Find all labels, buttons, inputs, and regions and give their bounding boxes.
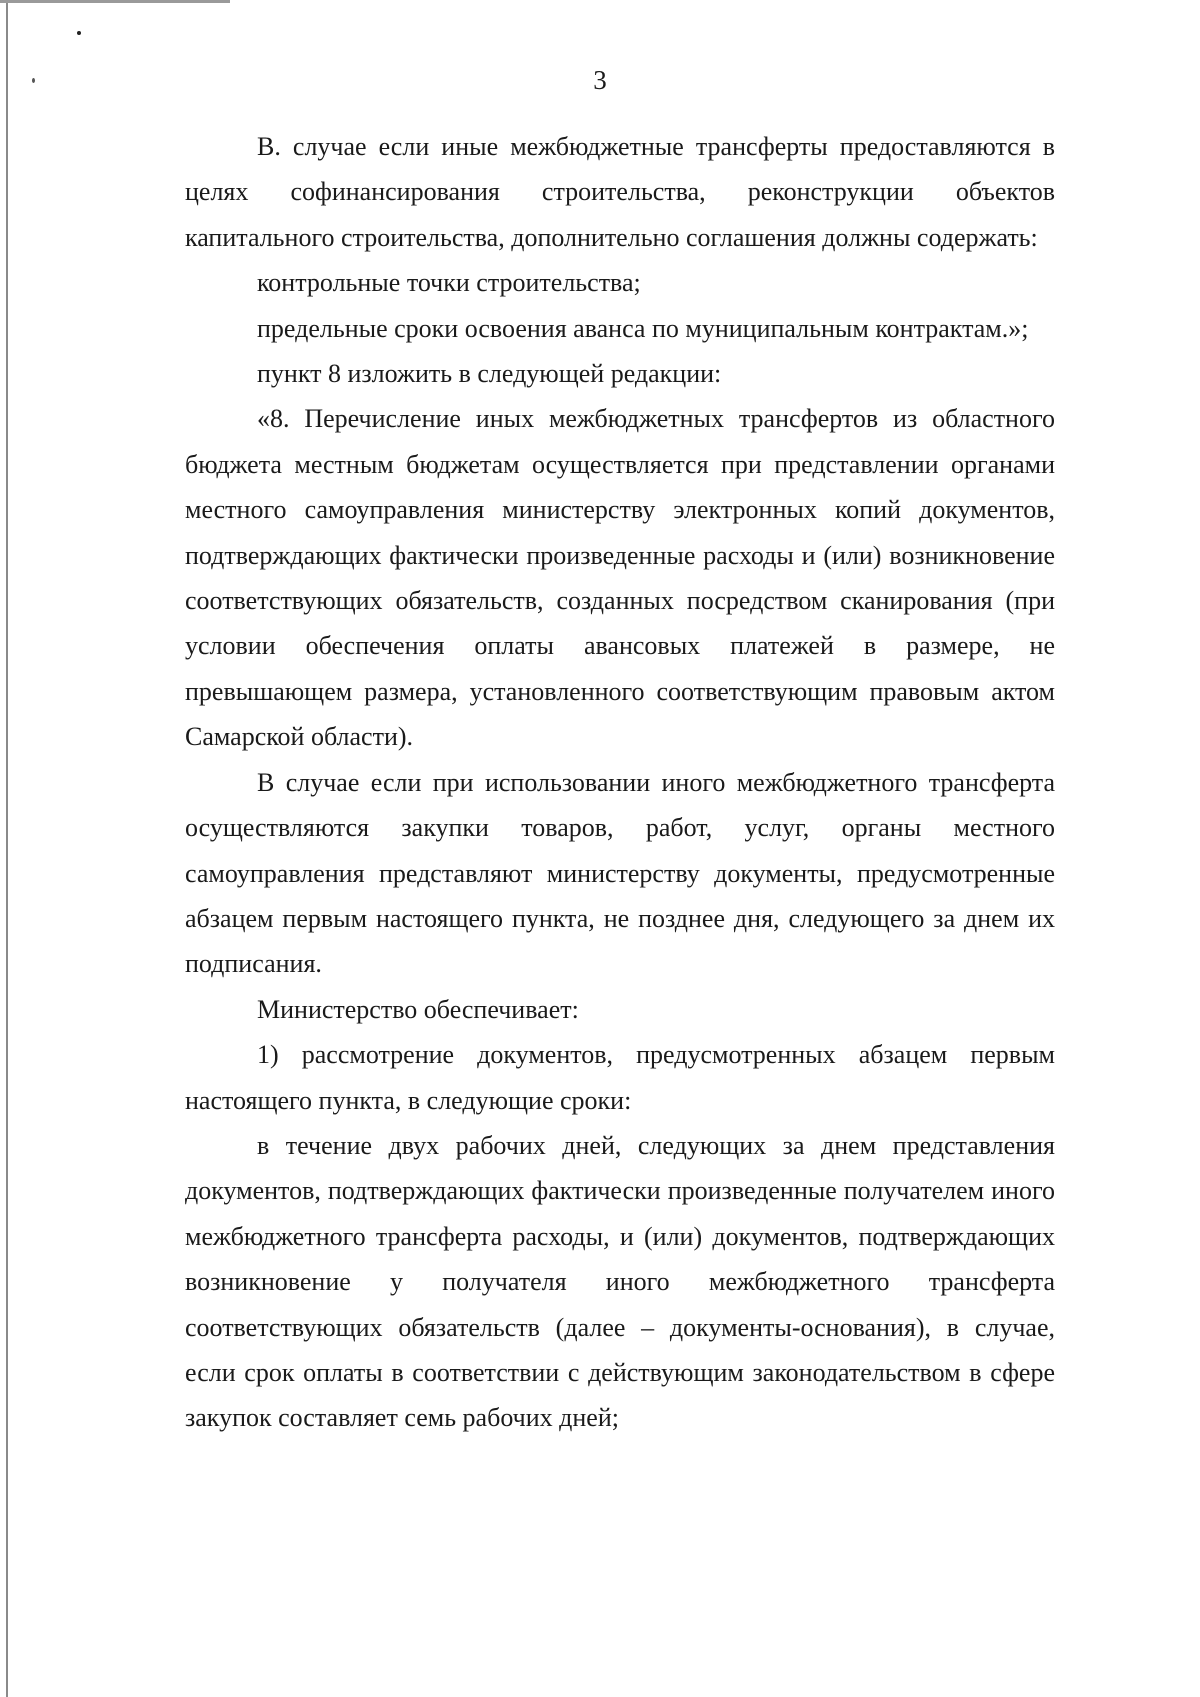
scan-left-edge [6,0,8,1697]
paragraph-control-points: контрольные точки строительства; [257,268,641,298]
paragraph-ministry-provides: Министерство обеспечивает: [257,994,579,1024]
paragraph-two-working-days: в течение двух рабочих дней, следующих за днем представления документов, подтверждающих фактически произведенные получателем иного межбюджетного трансферта расходы, и (или) документов, подтверждающих возникновение у получателя иного межбюджетного трансферта соответствующих обязательств (далее – документы-основания), в случае, если срок оплаты в соответствии с действующим законодательством в сфере закупок составляет семь рабочих дней; [185,1130,1055,1433]
paragraph-clause-8: «8. Перечисление иных межбюджетных трансфертов из областного бюджета местным бюджетам осуществляется при представлении органами местного самоуправления министерству электронных копий документов, подтверждающих фактически произведенные расходы и (или) возникновение соответствующих обязательств, созданных посредством сканирования (при условии обеспечения оплаты авансовых платежей в размере, не превышающем размера, установленного соответствующим правовым актом Самарской области). [185,404,1055,752]
scan-speck [77,31,81,35]
document-body [185,124,1055,1441]
paragraph-transfers-construction: В. случае если иные межбюджетные трансферты предоставляются в целях софинансирования строительства, реконструкции объектов капитального строительства, дополнительно соглашения должны содержать: [185,132,1055,252]
scan-top-edge [0,0,230,3]
paragraph-item-1: 1) рассмотрение документов, предусмотренных абзацем первым настоящего пункта, в следующие сроки: [185,1040,1055,1115]
page-number: 3 [593,65,607,95]
paragraph-clause-8-intro: пункт 8 изложить в следующей редакции: [257,359,722,389]
paragraph-advance-deadlines: предельные сроки освоения аванса по муниципальным контрактам.»; [257,313,1029,343]
paragraph-procurement: В случае если при использовании иного межбюджетного трансферта осуществляются закупки товаров, работ, услуг, органы местного самоуправления представляют министерству документы, предусмотренные абзацем первым настоящего пункта, не позднее дня, следующего за днем их подписания. [185,767,1055,979]
